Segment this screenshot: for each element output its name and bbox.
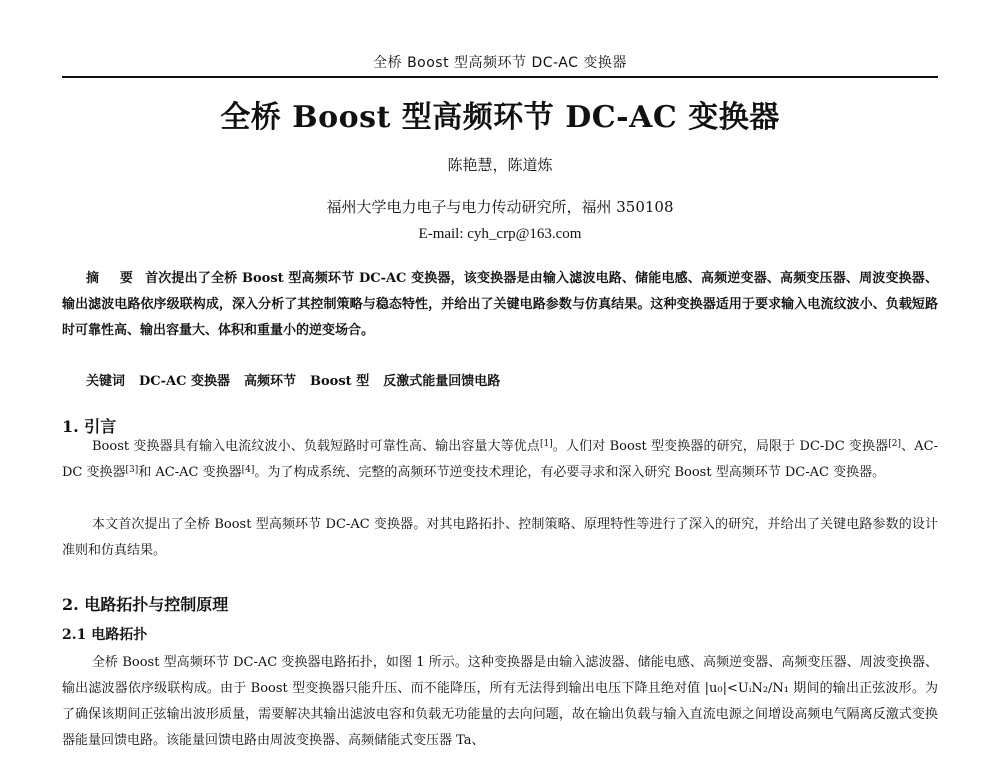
intro-text: Boost 变换器具有输入电流纹波小、负载短路时可靠性高、输出容量大等优点: [92, 439, 541, 454]
subsection-title-topology: 2.1 电路拓扑: [62, 627, 148, 643]
citation: [4]: [241, 465, 255, 475]
abstract-label: 摘 要: [86, 271, 142, 286]
keywords: [86, 370, 938, 389]
intro-paragraph-1: [62, 434, 938, 486]
authors: 陈艳慧，陈道炼: [447, 156, 553, 174]
abstract-text: 首次提出了全桥 Boost 型高频环节 DC-AC 变换器，该变换器是由输入滤波电路、储能电感、高频逆变器、高频变压器、周波变换器、输出滤波电路依序级联构成，深入分析了其控制策略与稳态特性，并给出了关键电路参数与仿真结果。这种变换器适用于要求输入电流纹波小、负载短路时可靠性高、输出容量大、体积和重量小的逆变场合。: [62, 271, 938, 338]
keyword-item: 反激式能量回馈电路: [383, 374, 501, 389]
keyword-item: 高频环节: [244, 374, 297, 389]
citation: [2]: [888, 439, 902, 449]
intro-text: 。人们对 Boost 型变换器的研究，局限于 DC-DC 变换器: [552, 439, 889, 454]
email: E-mail: cyh_crp@163.com: [418, 226, 582, 242]
paper-title: 全桥 Boost 型高频环节 DC-AC 变换器: [220, 100, 780, 135]
running-head: 全桥 Boost 型高频环节 DC-AC 变换器: [373, 55, 627, 71]
section-title-intro: 1. 引言: [62, 417, 117, 436]
intro-text: 和 AC-AC 变换器: [138, 465, 242, 480]
abstract: [62, 266, 938, 344]
keyword-item: Boost 型: [310, 374, 370, 389]
header-rule: [62, 76, 938, 78]
citation: [1]: [540, 439, 553, 449]
intro-text: 、AC-DC 变换器: [62, 439, 938, 480]
intro-text: 。为了构成系统、完整的高频环节逆变技术理论，有必要寻求和深入研究 Boost 型高频环节 DC-AC 变换器。: [254, 465, 886, 480]
keywords-label: 关键词: [86, 374, 126, 389]
keyword-item: DC-AC 变换器: [139, 374, 230, 389]
intro-paragraph-2: 本文首次提出了全桥 Boost 型高频环节 DC-AC 变换器。对其电路拓扑、控制策略、原理特性等进行了深入的研究，并给出了关键电路参数的设计准则和仿真结果。: [62, 517, 938, 558]
affiliation: 福州大学电力电子与电力传动研究所，福州 350108: [326, 198, 674, 216]
section-title-topology: 2. 电路拓扑与控制原理: [62, 595, 229, 614]
topology-paragraph: 全桥 Boost 型高频环节 DC-AC 变换器电路拓扑，如图 1 所示。这种变换器是由输入滤波器、储能电感、高频逆变器、高频变压器、周波变换器、输出滤波器依序级联构成。由于 Boost 型变换器只能升压、而不能降压，所有无法得到输出电压下降且绝对值 |u₀|<UᵢN₂/N₁ 期间的输出正弦波形。为了确保该期间正弦输出波形质量，需要解决其输出滤波电容和负载无功能量的去向问题，故在输出负载与输入直流电源之间增设高频电气隔离反激式变换器能量回馈电路。该能量回馈电路由周波变换器、高频储能式变压器 Ta、: [62, 655, 938, 748]
citation: [3]: [125, 465, 139, 475]
